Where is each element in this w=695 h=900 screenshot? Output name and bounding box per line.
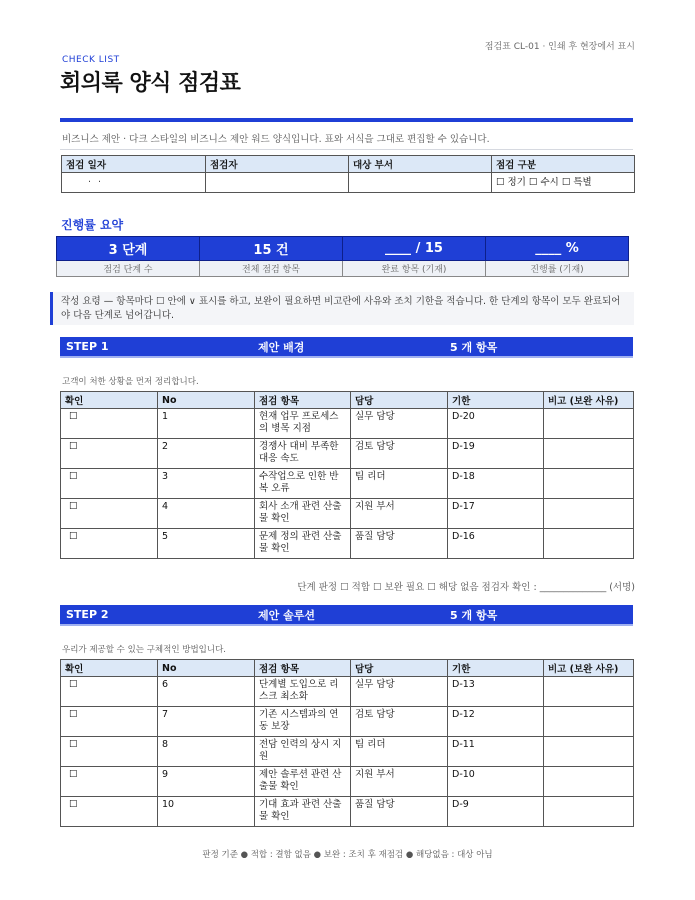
row-remark[interactable] (544, 707, 634, 737)
step-1-label: STEP 1 (66, 340, 109, 353)
summary-steps-label: 점검 단계 수 (57, 261, 200, 277)
page-description: 비즈니스 제안 · 다크 스타일의 비즈니스 제안 워드 양식입니다. 표와 서식을 그대로 편집할 수 있습니다. (62, 134, 490, 145)
row-due: D-17 (448, 499, 544, 529)
col-header-no: No (158, 392, 255, 409)
row-remark[interactable] (544, 767, 634, 797)
row-no: 7 (158, 707, 255, 737)
row-due: D-10 (448, 767, 544, 797)
step-2-name: 제안 솔루션 (258, 608, 315, 622)
row-item: 단계별 도입으로 리스크 최소화 (255, 677, 351, 707)
row-owner: 실무 담당 (351, 677, 448, 707)
table-row (61, 529, 634, 559)
category-checkboxes[interactable]: ☐ 정기 ☐ 수시 ☐ 특별 (492, 173, 635, 193)
row-item: 기대 효과 관련 산출물 확인 (255, 797, 351, 827)
summary-completed-label: 완료 항목 (기재) (343, 261, 486, 277)
row-remark[interactable] (544, 439, 634, 469)
row-item: 기존 시스템과의 연동 보장 (255, 707, 351, 737)
step-2-label: STEP 2 (66, 608, 109, 621)
row-due: D-11 (448, 737, 544, 767)
info-header-category: 점검 구분 (492, 156, 635, 173)
summary-title: 진행률 요약 (61, 218, 124, 232)
row-remark[interactable] (544, 499, 634, 529)
row-remark[interactable] (544, 409, 634, 439)
summary-steps-value: 3 단계 (57, 237, 200, 261)
row-item: 회사 소개 관련 산출물 확인 (255, 499, 351, 529)
row-remark[interactable] (544, 677, 634, 707)
page-title: 회의록 양식 점검표 (60, 71, 241, 96)
check-box[interactable]: ☐ (61, 767, 158, 797)
col-header-no: No (158, 660, 255, 677)
check-box[interactable]: ☐ (61, 499, 158, 529)
step-1-verdict[interactable]: 단계 판정 ☐ 적합 ☐ 보완 필요 ☐ 해당 없음 점검자 확인 : ______________ (서명) (297, 582, 635, 593)
summary-progress-value[interactable]: ____ % (486, 237, 629, 261)
row-remark[interactable] (544, 797, 634, 827)
col-header-owner: 담당 (351, 660, 448, 677)
row-owner: 팀 리더 (351, 737, 448, 767)
info-header-date: 점검 일자 (62, 156, 206, 173)
col-header-due: 기한 (448, 392, 544, 409)
row-owner: 품질 담당 (351, 529, 448, 559)
row-item: 전담 인력의 상시 지원 (255, 737, 351, 767)
row-no: 1 (158, 409, 255, 439)
summary-total-label: 전체 점검 항목 (200, 261, 343, 277)
check-box[interactable]: ☐ (61, 737, 158, 767)
row-no: 5 (158, 529, 255, 559)
title-divider (60, 118, 633, 122)
row-owner: 검토 담당 (351, 707, 448, 737)
row-item: 현재 업무 프로세스의 병목 지점 (255, 409, 351, 439)
department-field[interactable] (349, 173, 492, 193)
step-1-table (60, 391, 634, 559)
row-owner: 검토 담당 (351, 439, 448, 469)
row-due: D-9 (448, 797, 544, 827)
row-no: 10 (158, 797, 255, 827)
col-header-item: 점검 항목 (255, 392, 351, 409)
row-owner: 지원 부서 (351, 767, 448, 797)
table-row (61, 469, 634, 499)
col-header-due: 기한 (448, 660, 544, 677)
row-due: D-20 (448, 409, 544, 439)
check-box[interactable]: ☐ (61, 529, 158, 559)
col-header-owner: 담당 (351, 392, 448, 409)
row-no: 4 (158, 499, 255, 529)
judgement-legend: 판정 기준 ● 적합 : 결함 없음 ● 보완 : 조치 후 재점검 ● 해당없음 : 대상 아님 (202, 850, 493, 860)
step-2-divider (60, 624, 633, 626)
row-owner: 지원 부서 (351, 499, 448, 529)
form-code-note: 점검표 CL-01 · 인쇄 후 현장에서 표시 (484, 42, 635, 52)
row-item: 수작업으로 인한 반복 오류 (255, 469, 351, 499)
table-row (61, 677, 634, 707)
row-due: D-16 (448, 529, 544, 559)
row-no: 2 (158, 439, 255, 469)
summary-completed-value[interactable]: ____ / 15 (343, 237, 486, 261)
step-2-bar (60, 605, 633, 624)
table-row (61, 737, 634, 767)
step-2-table (60, 659, 634, 827)
info-header-inspector: 점검자 (206, 156, 349, 173)
row-no: 3 (158, 469, 255, 499)
step-1-intro: 고객이 처한 상황을 먼저 정리합니다. (62, 377, 199, 387)
table-row (61, 499, 634, 529)
check-box[interactable]: ☐ (61, 409, 158, 439)
row-owner: 팀 리더 (351, 469, 448, 499)
info-header-department: 대상 부서 (349, 156, 492, 173)
table-row (61, 797, 634, 827)
table-row (61, 439, 634, 469)
row-no: 8 (158, 737, 255, 767)
inspector-field[interactable] (206, 173, 349, 193)
instruction-note: 작성 요령 — 항목마다 ☐ 안에 ∨ 표시를 하고, 보완이 필요하면 비고란에 사유와 조치 기한을 적습니다. 한 단계의 항목이 모두 완료되어야 다음 단계로 넘어갑니다. (50, 292, 634, 325)
row-no: 6 (158, 677, 255, 707)
row-remark[interactable] (544, 529, 634, 559)
row-item: 제안 솔루션 관련 산출물 확인 (255, 767, 351, 797)
summary-total-value: 15 건 (200, 237, 343, 261)
row-due: D-13 (448, 677, 544, 707)
row-owner: 품질 담당 (351, 797, 448, 827)
step-1-divider (60, 356, 633, 358)
row-remark[interactable] (544, 737, 634, 767)
col-header-check: 확인 (61, 660, 158, 677)
step-2-count: 5 개 항목 (450, 608, 498, 622)
description-divider (60, 149, 633, 150)
row-remark[interactable] (544, 469, 634, 499)
step-1-count: 5 개 항목 (450, 340, 498, 354)
check-box[interactable]: ☐ (61, 439, 158, 469)
row-item: 경쟁사 대비 부족한 대응 속도 (255, 439, 351, 469)
col-header-remark: 비고 (보완 사유) (544, 392, 634, 409)
table-row (61, 409, 634, 439)
check-box[interactable]: ☐ (61, 469, 158, 499)
row-due: D-19 (448, 439, 544, 469)
row-item: 문제 정의 관련 산출물 확인 (255, 529, 351, 559)
row-due: D-12 (448, 707, 544, 737)
table-row (61, 767, 634, 797)
check-box[interactable]: ☐ (61, 677, 158, 707)
check-box[interactable]: ☐ (61, 707, 158, 737)
summary-progress-label: 진행률 (기재) (486, 261, 629, 277)
check-box[interactable]: ☐ (61, 797, 158, 827)
col-header-check: 확인 (61, 392, 158, 409)
row-no: 9 (158, 767, 255, 797)
step-1-bar (60, 337, 633, 356)
row-owner: 실무 담당 (351, 409, 448, 439)
row-due: D-18 (448, 469, 544, 499)
step-2-intro: 우리가 제공할 수 있는 구체적인 방법입니다. (62, 645, 227, 655)
progress-summary-table (56, 236, 629, 277)
date-field[interactable]: . . (62, 173, 206, 193)
eyebrow-label: CHECK LIST (62, 55, 120, 65)
col-header-remark: 비고 (보완 사유) (544, 660, 634, 677)
step-1-name: 제안 배경 (258, 340, 305, 354)
inspection-info-table (61, 155, 635, 193)
table-row (61, 707, 634, 737)
col-header-item: 점검 항목 (255, 660, 351, 677)
